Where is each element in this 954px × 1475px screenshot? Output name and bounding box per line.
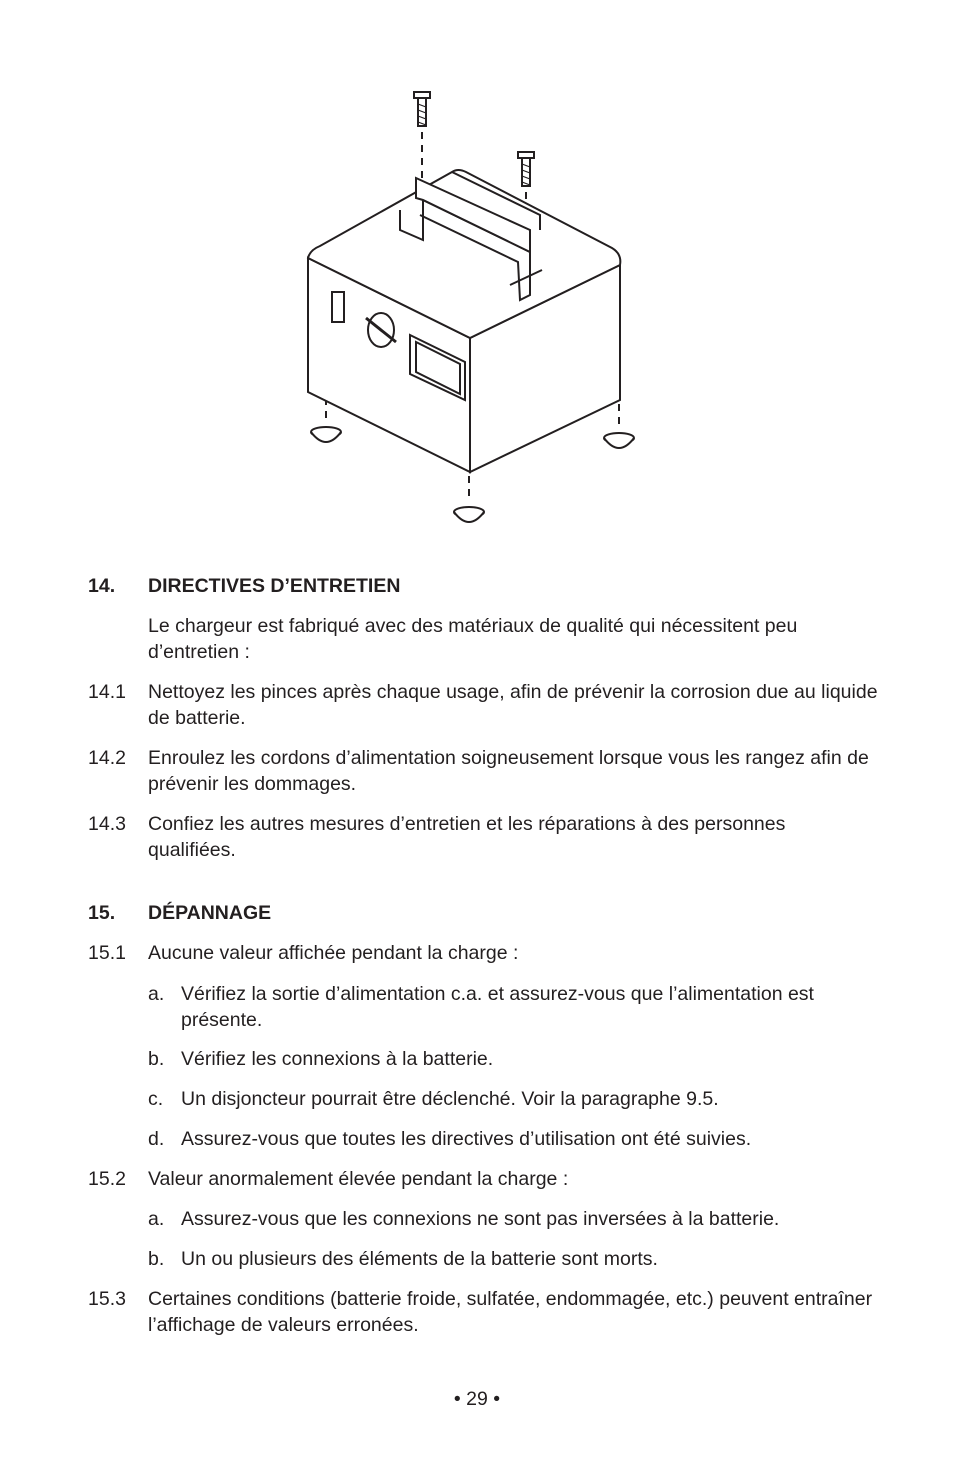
item-text: Confiez les autres mesures d’entretien et les réparations à des personnes qualifiées. bbox=[148, 813, 786, 861]
section-title: DÉPANNAGE bbox=[148, 902, 272, 924]
item-text: Aucune valeur affichée pendant la charge : bbox=[148, 942, 519, 964]
charger-assembly-illustration bbox=[280, 80, 660, 540]
screw-icon bbox=[518, 152, 534, 186]
item-number: 14.1 bbox=[88, 681, 126, 703]
page-number: • 29 • bbox=[453, 1388, 501, 1410]
item-text: Certaines conditions (batterie froide, sulfatée, endommagée, etc.) peuvent entraîner l’affichage de valeurs erronées. bbox=[148, 1288, 873, 1336]
subitem-text: Vérifiez la sortie d’alimentation c.a. et assurez-vous que l’alimentation est présente. bbox=[181, 983, 814, 1031]
subitem-letter: a. bbox=[148, 1208, 165, 1230]
subitem-letter: c. bbox=[148, 1088, 164, 1110]
dial-knob-icon bbox=[366, 313, 396, 347]
item-number: 15.3 bbox=[88, 1288, 126, 1310]
subitem-text: Assurez-vous que toutes les directives d’utilisation ont été suivies. bbox=[181, 1128, 752, 1150]
section-title: DIRECTIVES D’ENTRETIEN bbox=[148, 575, 401, 597]
rubber-foot-icon bbox=[604, 433, 634, 448]
subitem-letter: d. bbox=[148, 1128, 165, 1150]
screw-icon bbox=[414, 92, 430, 126]
item-text: Enroulez les cordons d’alimentation soigneusement lorsque vous les rangez afin de prévenir les dommages. bbox=[148, 747, 869, 795]
section-intro: Le chargeur est fabriqué avec des matériaux de qualité qui nécessitent peu d’entretien : bbox=[148, 615, 798, 663]
item-number: 15.2 bbox=[88, 1168, 126, 1190]
item-number: 14.2 bbox=[88, 747, 126, 769]
item-number: 14.3 bbox=[88, 813, 126, 835]
rubber-foot-icon bbox=[454, 507, 484, 522]
subitem-text: Vérifiez les connexions à la batterie. bbox=[181, 1048, 494, 1070]
subitem-text: Un disjoncteur pourrait être déclenché. Voir la paragraphe 9.5. bbox=[181, 1088, 719, 1110]
subitem-letter: b. bbox=[148, 1048, 165, 1070]
subitem-text: Assurez-vous que les connexions ne sont pas inversées à la batterie. bbox=[181, 1208, 780, 1230]
subitem-text: Un ou plusieurs des éléments de la batterie sont morts. bbox=[181, 1248, 658, 1270]
item-text: Nettoyez les pinces après chaque usage, afin de prévenir la corrosion due au liquide de batterie. bbox=[148, 681, 878, 729]
section-number: 14. bbox=[88, 575, 116, 597]
rubber-foot-icon bbox=[311, 427, 341, 442]
subitem-letter: b. bbox=[148, 1248, 165, 1270]
item-text: Valeur anormalement élevée pendant la charge : bbox=[148, 1168, 569, 1190]
item-number: 15.1 bbox=[88, 942, 126, 964]
subitem-letter: a. bbox=[148, 983, 165, 1005]
section-number: 15. bbox=[88, 902, 116, 924]
